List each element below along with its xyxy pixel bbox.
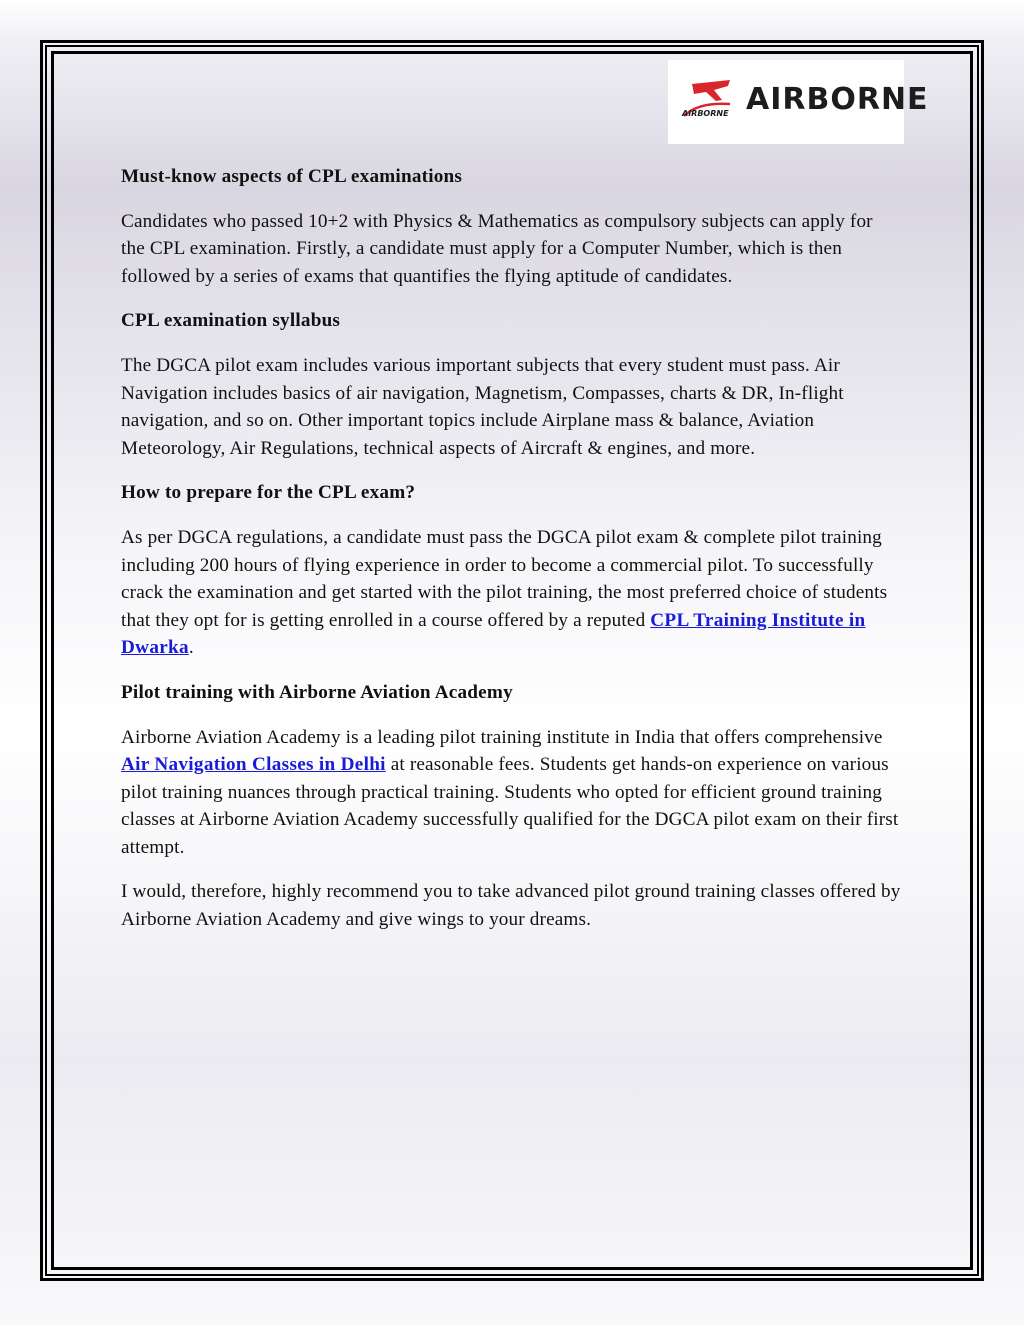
air-navigation-classes-link[interactable]: Air Navigation Classes in Delhi xyxy=(121,754,386,776)
section-paragraph-prepare xyxy=(121,524,901,662)
airplane-logo-icon xyxy=(678,78,736,124)
section-paragraph-pilot-training xyxy=(121,724,901,862)
airborne-logo xyxy=(668,60,929,144)
cpl-training-institute-link[interactable]: CPL Training Institute in Dwarka xyxy=(121,609,866,659)
logo-mark-text: AIRBORNE xyxy=(682,109,729,118)
section-heading-pilot-training: Pilot training with Airborne Aviation Academy xyxy=(121,681,513,703)
logo-wordmark: AIRBORNE xyxy=(746,82,929,117)
section-heading-syllabus: CPL examination syllabus xyxy=(121,310,341,332)
prepare-text: As per DGCA regulations, a candidate must pass the DGCA pilot exam & complete pilot training including 200 hours of flying experience in order to become a commercial pilot. To successfully crack the examination and get started with the pilot training, the most preferred choice of students that they opt for is getting enrolled in a course offered by a reputed xyxy=(121,526,888,631)
prepare-text-end: . xyxy=(188,637,194,659)
article-body xyxy=(121,163,901,951)
section-paragraph-syllabus: The DGCA pilot exam includes various important subjects that every student must pass. Air Navigation includes basics of air navigation, Magnetism, Compasses, charts & DR, In-flight navigation, and so on. Other important topics include Airplane mass & balance, Aviation Meteorology, Air Regulations, technical aspects of Aircraft & engines, and more. xyxy=(121,354,844,459)
pilot-training-text-end: at reasonable fees. Students get hands-on experience on various pilot training nuances through practical training. Students who opted for efficient ground training classes at Airborne Aviation Academy successfully qualified for the DGCA pilot exam on their first attempt. xyxy=(121,754,899,858)
section-heading-prepare: How to prepare for the CPL exam? xyxy=(121,482,416,504)
section-heading-cpl-aspects: Must-know aspects of CPL examinations xyxy=(121,166,463,187)
closing-paragraph: I would, therefore, highly recommend you to take advanced pilot ground training classes offered by Airborne Aviation Academy and give wings to your dreams. xyxy=(121,881,901,931)
section-paragraph-cpl-aspects: Candidates who passed 10+2 with Physics & Mathematics as compulsory subjects can apply for the CPL examination. Firstly, a candidate must apply for a Computer Number, which is then followed by a series of exams that quantifies the flying aptitude of candidates. xyxy=(121,210,873,287)
pilot-training-text: Airborne Aviation Academy is a leading pilot training institute in India that offers comprehensive xyxy=(121,726,883,748)
